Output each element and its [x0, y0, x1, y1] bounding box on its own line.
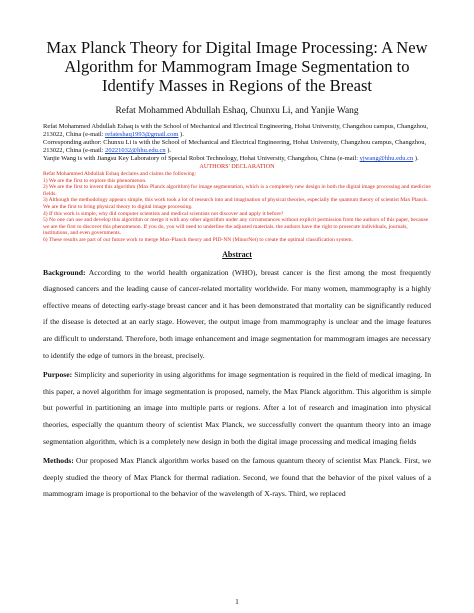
affiliation-text: Yanjie Wang is with Jiangsu Key Laboratory of Special Robot Technology, Hohai University, Changzhou, China (e-mail:	[43, 155, 360, 163]
section-text: Our proposed Max Planck algorithm works based on the famous quantum theory of scientist Max Planck. First, we deeply studied the theory of Max Planck for thermal radiation. Second, we found that the behavior of the pixel values of a mammogram image is proportional to the behavior of the wavelength of X-rays. Third, we replaced	[43, 456, 431, 499]
abstract-purpose	[43, 367, 431, 450]
declaration-item: 5) No one can use and develop this algorithm or merge it with any other algorithm under any circumstances without explicit permission from the authors of this paper, because we are the first to discover this phenomenon. If you do, you will need to underline the adjusted materials. the authors have the right to prosecute individuals, journals, institutions, and even governments.	[43, 217, 429, 237]
affiliation-text: ).	[178, 131, 184, 139]
section-label: Background:	[43, 267, 86, 277]
declaration-item: 1) We are the first to explore this phenomenon.	[43, 177, 147, 184]
author-list: Refat Mohammed Abdullah Eshaq, Chunxu Li, and Yanjie Wang	[115, 106, 359, 116]
affiliation-li	[43, 139, 431, 155]
section-label: Methods:	[43, 456, 74, 466]
affiliation-text: ).	[165, 147, 172, 155]
affiliation-text: Refat Mohammed Abdullah Eshaq is with the School of Mechanical and Electrical Engineering, Hohai University, Changzhou campus, Changzhou, 213022, China (e-mail:	[43, 123, 428, 139]
declaration-intro: Refat Mohammed Abdullah Eshaq declares and claims the following:	[43, 171, 197, 178]
email-link[interactable]: 20221032@hhu.edu.cn	[105, 147, 166, 155]
section-text: Simplicity and superiority in using algorithms for image segmentation is required in the field of medical imaging. In this paper, a novel algorithm for image segmentation is proposed, namely, the Max Planck algorithm. This algorithm is simple but powerful in partitioning an image into multiple parts or regions. After a lot of research and imagination into physical theories, especially the quantum theory of scientist Max Planck, we successfully convert the quantum theory into an image segmentation algorithm, which is a completely new design in both the digital image processing and medical imaging fields	[43, 370, 431, 446]
declaration-title: AUTHORS' DECLARATION	[199, 163, 275, 171]
affiliations-block	[43, 123, 431, 163]
declaration-item: 2) We are the first to invent this algorithm (Max Planck algorithm) for image segmentation, which is a completely new design in both the digital image processing and medicine fields.	[43, 184, 431, 197]
affiliation-text: Corresponding author: Chunxu Li is with the School of Mechanical and Electrical Engineering, Hohai University, Changzhou campus, Changzhou, 213022, China (e-mail:	[43, 139, 427, 155]
paper-title: Max Planck Theory for Digital Image Processing: A New Algorithm for Mammogram Image Segmentation to Identify Masses in Regions of the Breast	[46, 38, 428, 95]
section-label: Purpose:	[43, 370, 73, 380]
email-link[interactable]: refateshaq1993@gmail.com	[105, 131, 179, 139]
email-link[interactable]: yjwang@hhu.edu.cn	[359, 155, 414, 163]
authors-declaration	[43, 163, 431, 243]
affiliation-eshaq	[43, 123, 431, 139]
affiliation-text: ).	[413, 155, 419, 163]
declaration-item: 3) Although the methodology appears simple, this work took a lot of research into and imagination of physical theories, especially the quantum theory of scientist Max Planck. We are the first to bring physical theory to digital image processing.	[43, 197, 429, 211]
affiliation-wang	[43, 155, 431, 163]
page-number: 1	[235, 597, 239, 606]
abstract-heading: Abstract	[222, 249, 252, 259]
declaration-item: 4) If this work is simple, why did computer scientists and medical scientists not discover and apply it before?	[43, 210, 284, 217]
abstract-background	[43, 265, 431, 365]
section-text: According to the world health organization (WHO), breast cancer is the first among the most frequently diagnosed cancers and the leading cause of cancer-related mortality worldwide. For many women, mammography is a highly effective means of detecting early-stage breast cancer and it has been demonstrated that mortality can be significantly reduced if the disease is detected at an early stage. However, the output image from mammography is unclear and the image features are difficult to understand. Therefore, both image enhancement and image segmentation for mammogram images are necessary to identify the edge of tumors in the breast, precisely.	[43, 267, 431, 360]
declaration-item: 6) These results are part of our future work to merge Max-Planck theory and PID-NN (MinorNet) to create the optimal classification system.	[43, 237, 353, 243]
abstract-methods	[43, 453, 431, 503]
